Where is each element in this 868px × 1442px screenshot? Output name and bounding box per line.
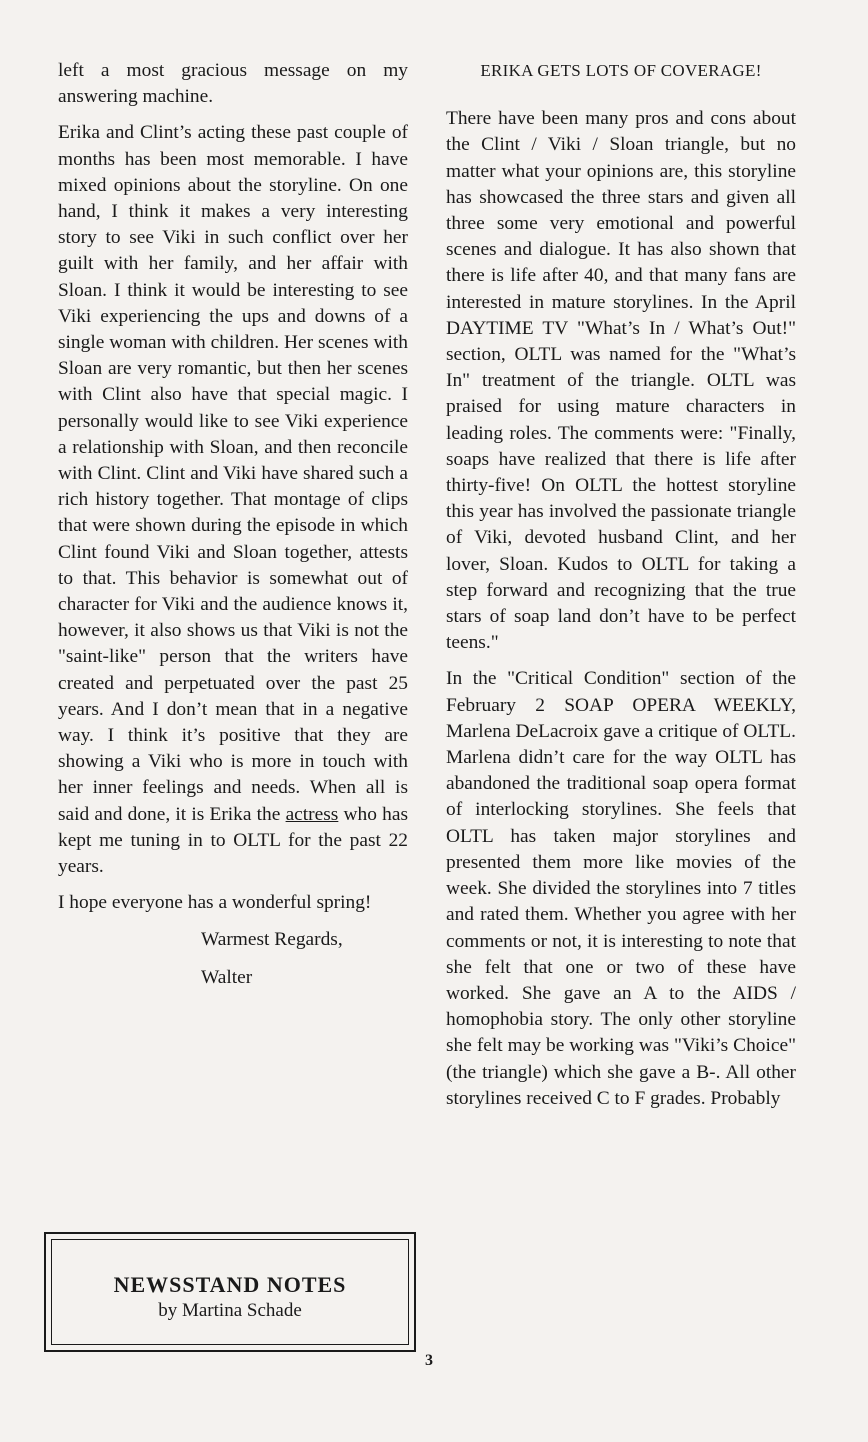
paragraph-acting — [58, 120, 408, 880]
section-byline: by Martina Schade — [158, 1300, 302, 1321]
left-column — [58, 58, 408, 1003]
underlined-actress: actress — [285, 803, 339, 825]
acting-text: Erika and Clint’s acting these past couple of months has been most memorable. I have mixed opinions about the storyline. On one hand, I think it makes a very interesting story to see Viki in such conflict over her guilt with her family, and her affair with Sloan. I think it would be interesting to see Viki experiencing the ups and downs of a single woman with children. Her scenes with Sloan are very romantic, but then her scenes with Clint also have that special magic. I personally would like to see Viki experience a relationship with Sloan, and then reconcile with Clint. Clint and Viki have shared such a rich history together. That montage of clips that were shown during the episode in which Clint found Viki and Sloan together, attests to that. This behavior is somewhat out of character for Viki and the audience knows it, however, it also shows us that Viki is not the "saint-like" person that the writers have created and perpetuated over the past 25 years. And I don’t mean that in a negative way. I think it’s positive that they are showing a Viki who is more in touch with her inner feelings and needs. When all is said and done, it is Erika the — [58, 122, 408, 825]
paragraph-triangle: There have been many pros and cons about the Clint / Viki / Sloan triangle, but no matter what your opinions are, this storyline has showcased the three stars and given all three some very emotional and powerful scenes and dialogue. It has also shown that there is life after 40, and that many fans are interested in mature storylines. In the April DAYTIME TV "What’s In / What’s Out!" section, OLTL was named for the "What’s In" treatment of the triangle. OLTL was praised for using mature characters in leading roles. The comments were: "Finally, soaps have realized that there is life after thirty-five! On OLTL the hottest storyline this year has involved the passionate triangle of Viki, devoted husband Clint, and her lover, Sloan. Kudos to OLTL for taking a step forward and recognizing that the true stars of soap land don’t have to be perfect teens." — [446, 108, 796, 654]
page-number: 3 — [425, 1352, 433, 1369]
paragraph-message: left a most gracious message on my answering machine. — [58, 60, 408, 108]
section-title: NEWSSTAND NOTES — [113, 1272, 347, 1297]
section-title-box-inner — [51, 1239, 409, 1345]
article-heading: ERIKA GETS LOTS OF COVERAGE! — [480, 61, 762, 80]
section-title-box — [44, 1232, 416, 1352]
signature: Walter — [201, 966, 253, 988]
right-column — [446, 58, 796, 1122]
paragraph-critical-condition: In the "Critical Condition" section of the February 2 SOAP OPERA WEEKLY, Marlena DeLacroix gave a critique of OLTL. Marlena didn’t care for the way OLTL has abandoned the traditional soap opera format of interlocking storylines. She feels that OLTL has taken major storylines and presented them more like movies of the week. She divided the storylines into 7 titles and rated them. Whether you agree with her comments or not, it is interesting to note that she felt that one or two of these have worked. She gave an A to the AIDS / homophobia story. The only other storyline she felt may be working was "Viki’s Choice" (the triangle) which she gave a B-. All other storylines received C to F grades. Probably — [446, 668, 796, 1109]
acting-text-end: who has kept me tuning in to OLTL for the past 22 years. — [58, 803, 408, 878]
closing-line: Warmest Regards, — [201, 928, 343, 950]
paragraph-spring: I hope everyone has a wonderful spring! — [58, 892, 372, 914]
signoff — [201, 927, 408, 991]
